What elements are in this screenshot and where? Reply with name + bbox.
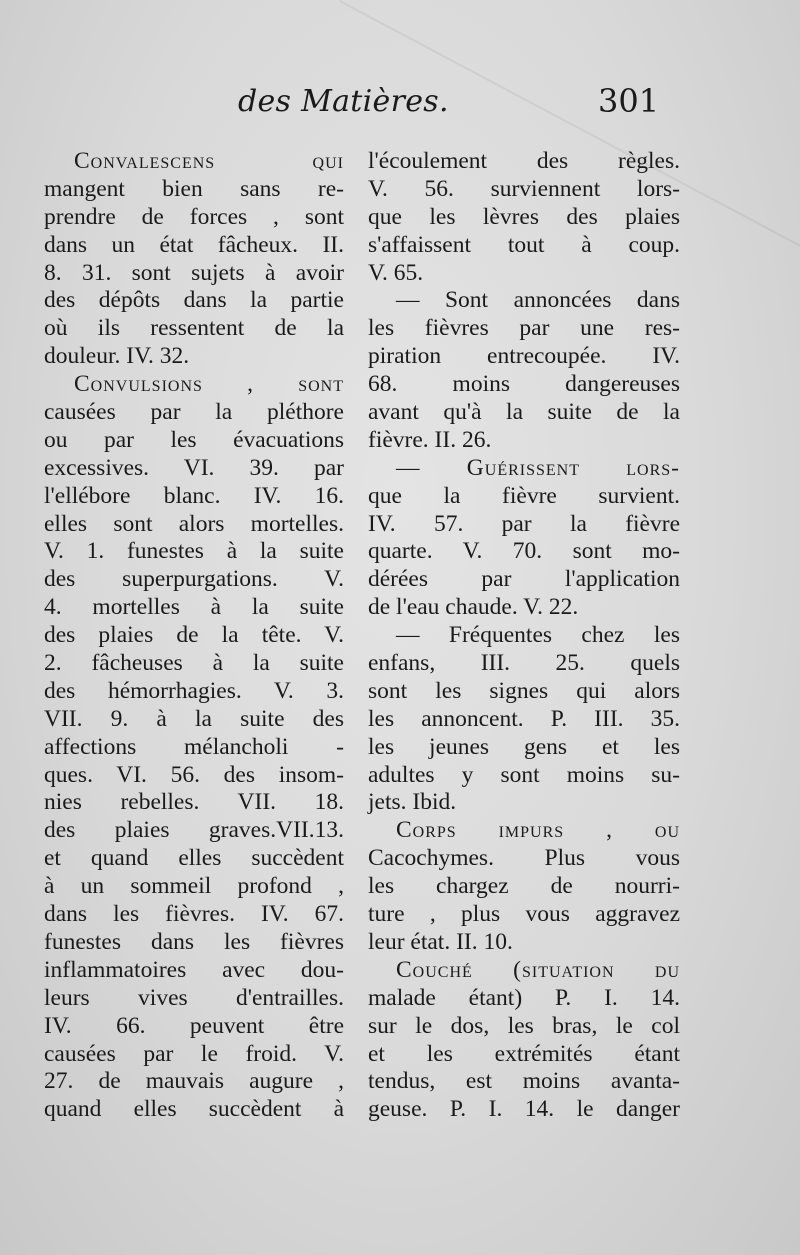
- text-line: — Fréquentes chez les: [396, 622, 680, 649]
- text-line: enfans, III. 25. quels: [368, 650, 680, 677]
- text-line: piration entrecoupée. IV.: [368, 343, 680, 370]
- page-header: [0, 78, 800, 128]
- text-line: où ils ressentent de la: [44, 315, 344, 342]
- text-line: quand elles succèdent à: [44, 1096, 344, 1123]
- text-line: Cacochymes. Plus vous: [368, 845, 680, 872]
- text-line: elles sont alors mortelles.: [44, 510, 344, 537]
- text-line: les fièvres par une res-: [368, 315, 680, 342]
- text-line: inflammatoires avec dou-: [44, 956, 344, 983]
- text-line: ques. VI. 56. des insom-: [44, 761, 344, 788]
- text-line: et les extrémités étant: [368, 1040, 680, 1067]
- text-line: 2. fâcheuses à la suite: [44, 650, 344, 677]
- text-line: l'écoulement des règles.: [368, 148, 680, 174]
- text-line: l'ellébore blanc. IV. 16.: [44, 482, 344, 509]
- text-line: s'affaissent tout à coup.: [368, 231, 680, 258]
- text-line: leur état. II. 10.: [368, 928, 513, 955]
- text-line: — Sont annoncées dans: [396, 287, 680, 314]
- text-line: sur le dos, les bras, le col: [368, 1012, 680, 1039]
- left-column: [44, 148, 344, 1124]
- text-line: douleur. IV. 32.: [44, 343, 190, 370]
- text-line: fièvre. II. 26.: [368, 426, 492, 453]
- text-line: sont les signes qui alors: [368, 677, 680, 704]
- text-line: à un sommeil profond ,: [44, 873, 344, 900]
- text-line: dans les fièvres. IV. 67.: [44, 901, 344, 928]
- text-line: et quand elles succèdent: [44, 845, 344, 872]
- text-line: des plaies graves.VII.13.: [44, 817, 344, 844]
- text-line: jets. Ibid.: [368, 789, 457, 816]
- text-line: affections mélancholi -: [44, 733, 344, 760]
- text-line: 27. de mauvais augure ,: [44, 1068, 344, 1095]
- text-line: VII. 9. à la suite des: [44, 705, 344, 732]
- text-line: excessives. VI. 39. par: [44, 454, 344, 481]
- text-line: des dépôts dans la partie: [44, 287, 344, 314]
- text-line: Corps impurs , ou: [396, 817, 680, 844]
- text-line: des plaies de la tête. V.: [44, 622, 344, 649]
- text-line: prendre de forces , sont: [44, 203, 344, 230]
- text-line: tendus, est moins avanta-: [368, 1068, 680, 1095]
- text-line: ture , plus vous aggravez: [368, 901, 680, 928]
- text-line: V. 56. surviennent lors-: [368, 175, 680, 202]
- page-number: 301: [598, 82, 660, 120]
- text-line: funestes dans les fièvres: [44, 928, 344, 955]
- text-line: Couché (situation du: [396, 956, 680, 983]
- running-title: des Matières.: [238, 84, 449, 119]
- text-line: causées par le froid. V.: [44, 1040, 344, 1067]
- text-line: dans un état fâcheux. II.: [44, 231, 344, 258]
- text-line: Convulsions , sont: [74, 371, 344, 398]
- text-line: avant qu'à la suite de la: [368, 399, 680, 426]
- text-line: ou par les évacuations: [44, 426, 344, 453]
- text-line: que les lèvres des plaies: [368, 203, 680, 230]
- text-line: V. 65.: [368, 259, 424, 286]
- text-line: V. 1. funestes à la suite: [44, 538, 344, 565]
- text-line: IV. 57. par la fièvre: [368, 510, 680, 537]
- text-line: mangent bien sans re-: [44, 175, 344, 202]
- text-line: les chargez de nourri-: [368, 873, 680, 900]
- text-line: leurs vives d'entrailles.: [44, 984, 344, 1011]
- right-column: [368, 148, 680, 1124]
- text-line: 68. moins dangereuses: [368, 371, 680, 398]
- text-line: des hémorrhagies. V. 3.: [44, 677, 344, 704]
- text-line: les annoncent. P. III. 35.: [368, 705, 680, 732]
- text-line: causées par la pléthore: [44, 399, 344, 426]
- text-line: 8. 31. sont sujets à avoir: [44, 259, 344, 286]
- text-line: dérées par l'application: [368, 566, 680, 593]
- text-line: IV. 66. peuvent être: [44, 1012, 344, 1039]
- text-line: les jeunes gens et les: [368, 733, 680, 760]
- text-line: quarte. V. 70. sont mo-: [368, 538, 680, 565]
- text-line: 4. mortelles à la suite: [44, 594, 344, 621]
- text-line: de l'eau chaude. V. 22.: [368, 594, 579, 621]
- text-line: — Guérissent lors-: [396, 454, 680, 481]
- text-line: adultes y sont moins su-: [368, 761, 680, 788]
- text-line: geuse. P. I. 14. le danger: [368, 1096, 680, 1123]
- text-line: des superpurgations. V.: [44, 566, 344, 593]
- text-line: Convalescens qui: [74, 148, 344, 174]
- text-line: malade étant) P. I. 14.: [368, 984, 680, 1011]
- text-line: nies rebelles. VII. 18.: [44, 789, 344, 816]
- text-line: que la fièvre survient.: [368, 482, 680, 509]
